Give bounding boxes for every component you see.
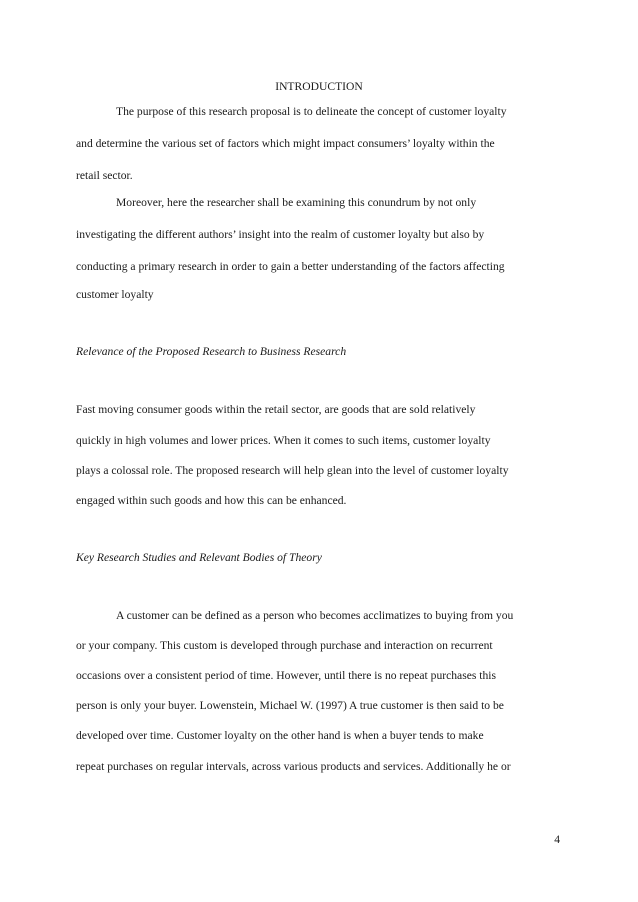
studies-line-4: person is only your buyer. Lowenstein, Michael W. (1997) A true customer is then said to be — [76, 699, 504, 712]
intro-p2-line-3: conducting a primary research in order to gain a better understanding of the factors affecting — [76, 260, 505, 273]
intro-p1-line-3: retail sector. — [76, 169, 133, 182]
studies-heading: Key Research Studies and Relevant Bodies of Theory — [76, 551, 322, 564]
studies-line-1: A customer can be defined as a person who becomes acclimatizes to buying from you — [116, 609, 514, 622]
intro-p2-line-4: customer loyalty — [76, 288, 154, 301]
page-number: 4 — [554, 833, 560, 846]
studies-line-2: or your company. This custom is developed through purchase and interaction on recurrent — [76, 639, 493, 652]
relevance-line-2: quickly in high volumes and lower prices. When it comes to such items, customer loyalty — [76, 434, 491, 447]
intro-p1-line-1: The purpose of this research proposal is to delineate the concept of customer loyalty — [116, 105, 507, 118]
studies-line-3: occasions over a consistent period of time. However, until there is no repeat purchases this — [76, 669, 497, 682]
intro-p2-line-2: investigating the different authors’ insight into the realm of customer loyalty but also by — [76, 228, 485, 241]
relevance-heading: Relevance of the Proposed Research to Business Research — [76, 345, 347, 358]
relevance-line-1: Fast moving consumer goods within the retail sector, are goods that are sold relatively — [76, 403, 476, 416]
relevance-line-3: plays a colossal role. The proposed research will help glean into the level of customer loyalty — [76, 464, 509, 477]
intro-p2-line-1: Moreover, here the researcher shall be examining this conundrum by not only — [116, 196, 477, 209]
section-heading-introduction: INTRODUCTION — [275, 80, 363, 93]
studies-line-5: developed over time. Customer loyalty on the other hand is when a buyer tends to make — [76, 729, 484, 742]
studies-line-6: repeat purchases on regular intervals, across various products and services. Additionally he or — [76, 760, 511, 773]
intro-p1-line-2: and determine the various set of factors which might impact consumers’ loyalty within the — [76, 137, 495, 150]
relevance-line-4: engaged within such goods and how this can be enhanced. — [76, 494, 347, 507]
